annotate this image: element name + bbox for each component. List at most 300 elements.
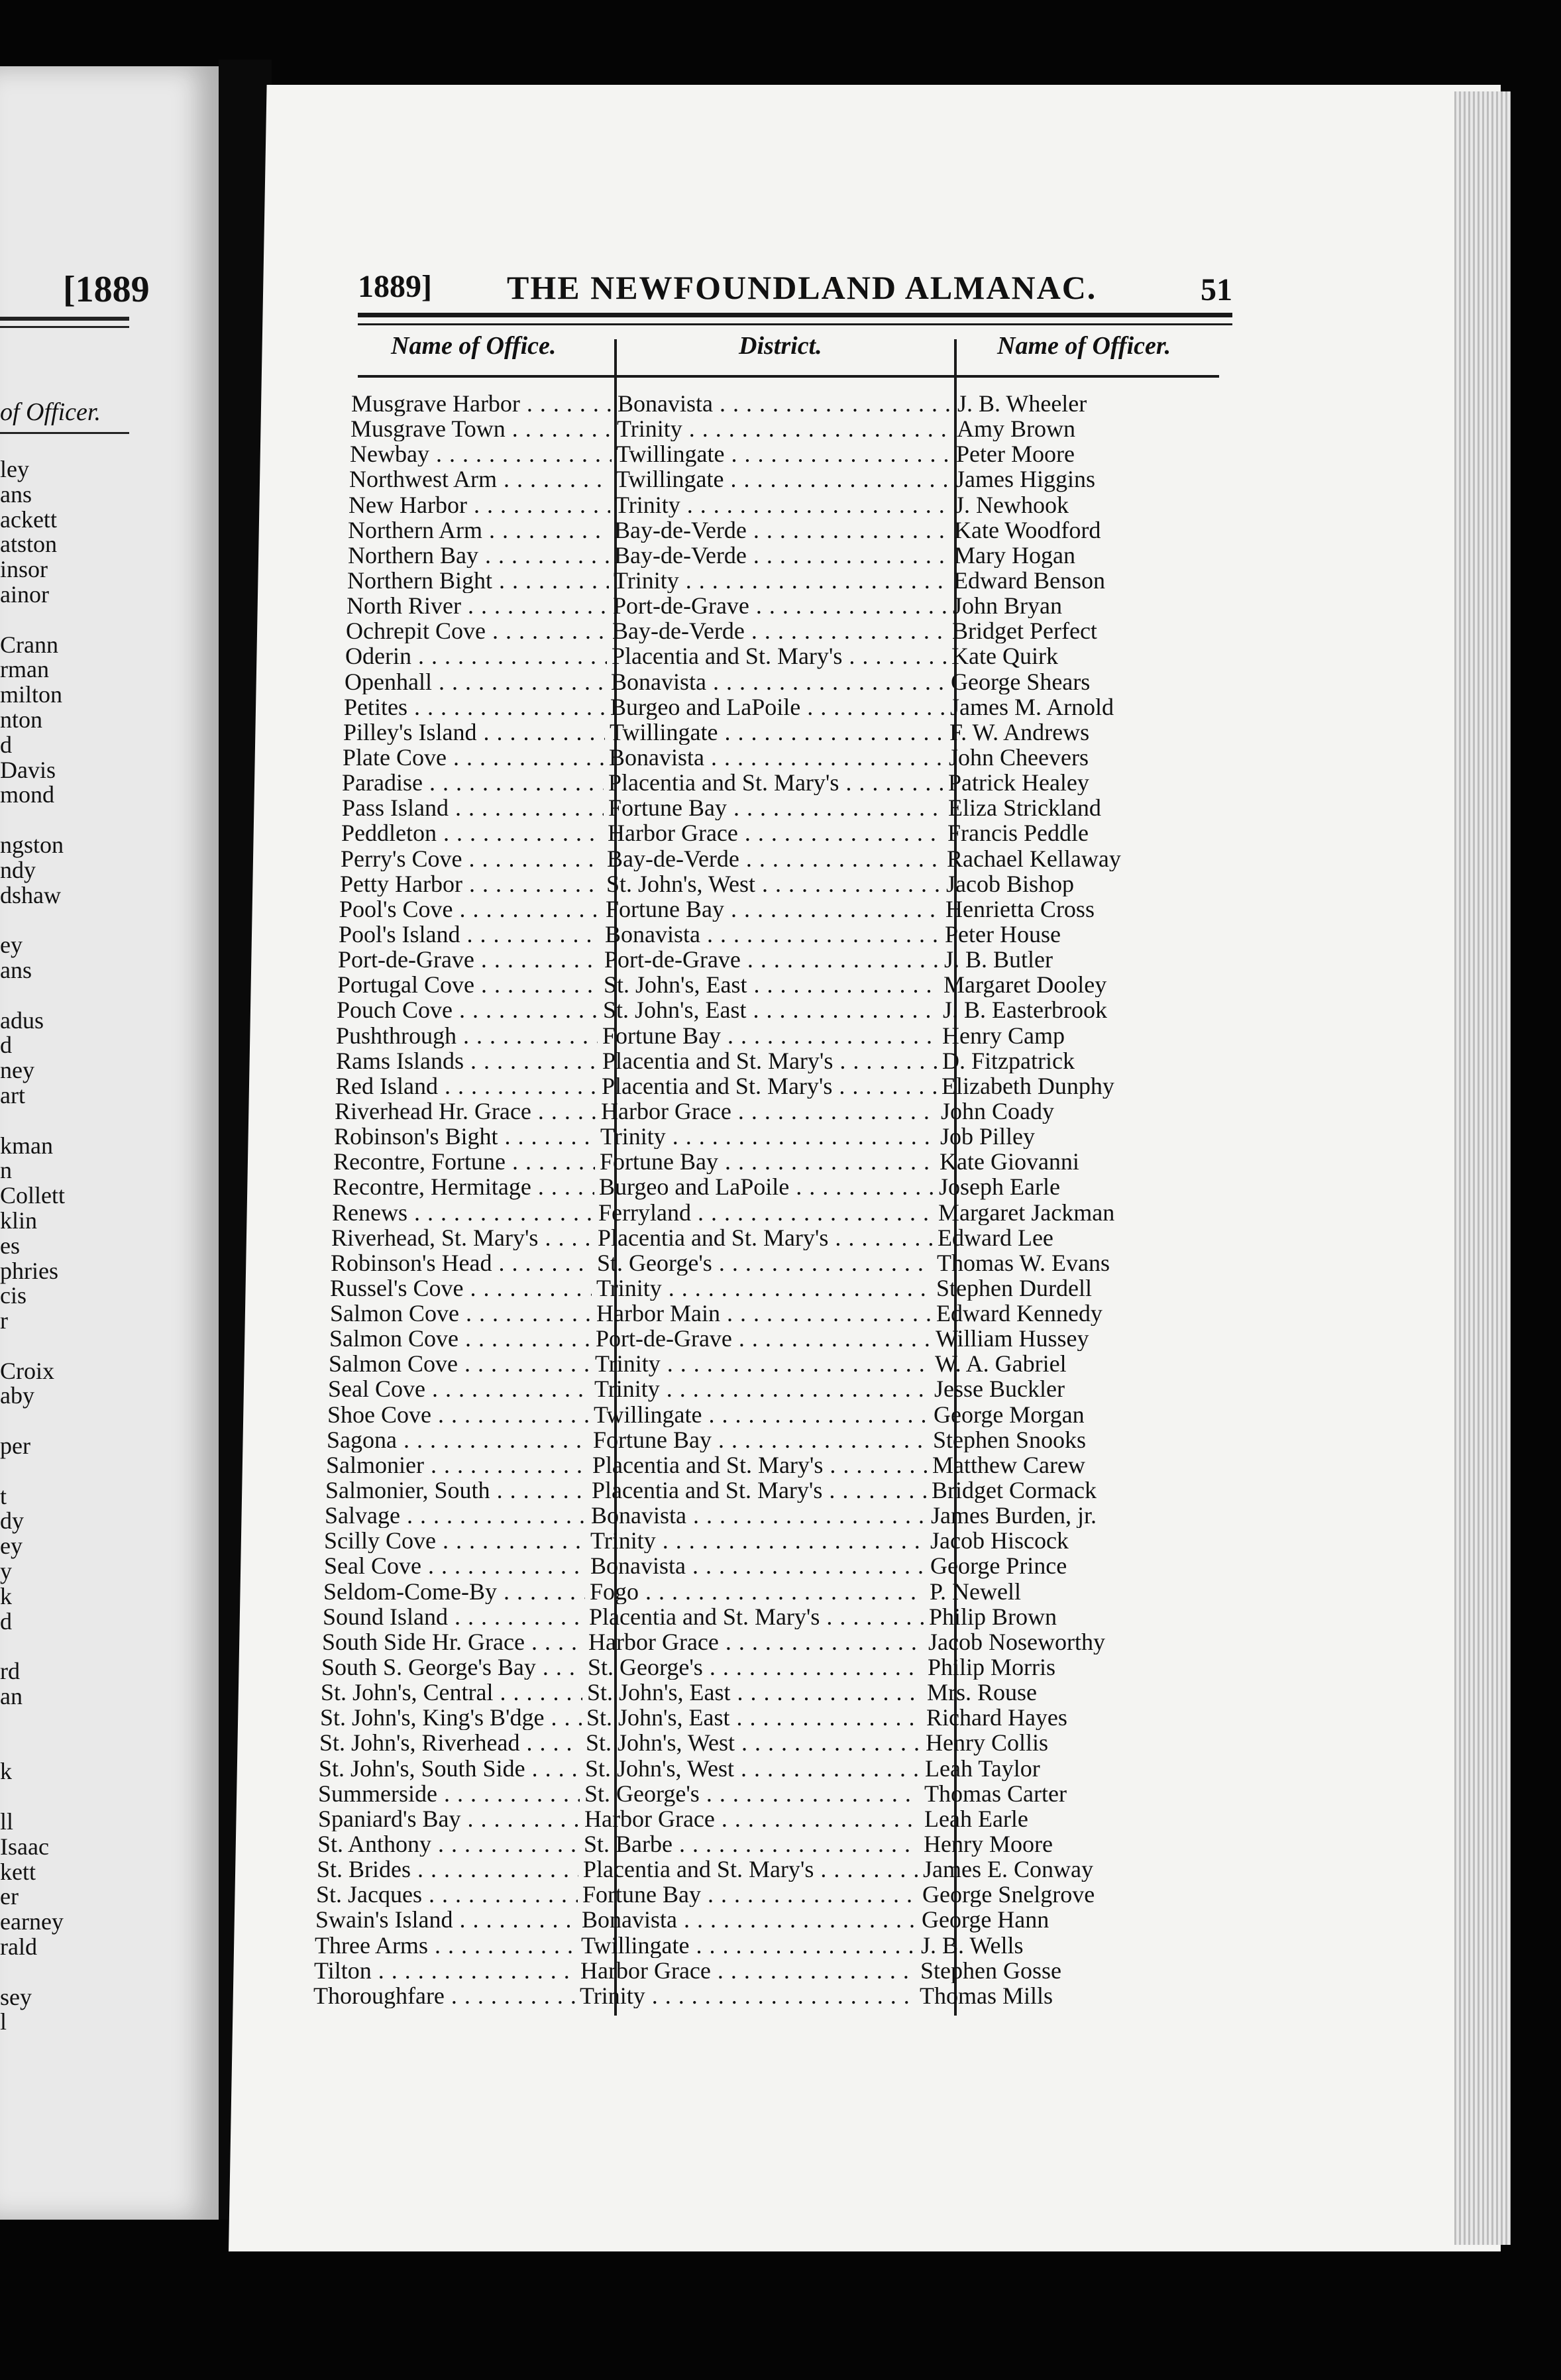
table-row	[279, 1756, 1239, 1781]
officer-cell: John Bryan	[953, 593, 1062, 619]
table-row	[299, 896, 1239, 922]
left-officer-fragment: r	[0, 1307, 8, 1334]
district-cell: Trinity . . .	[614, 568, 948, 593]
table-row	[277, 1857, 1239, 1882]
page-number: 51	[1201, 272, 1232, 307]
table-row	[298, 947, 1239, 972]
left-officer-fragment: ey	[0, 932, 23, 959]
table-row	[307, 593, 1239, 618]
table-row	[311, 416, 1239, 441]
district-cell: St. John's, East . . .	[603, 997, 938, 1022]
district-cell: Trinity . . .	[595, 1351, 930, 1376]
office-cell: Salmonier . . .	[326, 1452, 588, 1478]
office-cell: Sound Island . . .	[323, 1604, 584, 1629]
officer-cell: James M. Arnold	[950, 694, 1114, 720]
officer-cell: Mary Hogan	[954, 542, 1075, 568]
table-row	[290, 1326, 1239, 1351]
district-cell: St. George's . . .	[597, 1250, 932, 1275]
officer-cell: Matthew Carew	[932, 1452, 1085, 1478]
left-officer-fragment	[0, 1735, 65, 1760]
officer-cell: William Hussey	[936, 1326, 1089, 1352]
officer-cell: Francis Peddle	[947, 820, 1089, 846]
table-row	[296, 1073, 1239, 1099]
officer-cell: John Cheevers	[949, 744, 1089, 771]
left-rule	[0, 432, 129, 434]
table-row	[274, 1983, 1239, 2008]
officer-cell: Bridget Cormack	[932, 1478, 1097, 1503]
office-cell: Sagona . . .	[327, 1427, 588, 1452]
district-cell: Port-de-Grave . . .	[613, 593, 947, 618]
left-officer-fragment: l	[0, 2008, 7, 2035]
left-officer-fragment: adus	[0, 1006, 44, 1034]
left-officer-fragment: es	[0, 1232, 20, 1259]
district-cell: Trinity . . .	[617, 416, 951, 441]
officer-cell: Thomas Carter	[924, 1780, 1067, 1806]
office-cell: Riverhead Hr. Grace . . .	[335, 1099, 596, 1124]
office-cell: Rams Islands . . .	[336, 1048, 598, 1073]
office-cell: St. John's, King's B'dge . . .	[320, 1705, 582, 1730]
table-row	[274, 1958, 1239, 1983]
officer-cell: John Coady	[941, 1098, 1054, 1124]
table-row	[311, 391, 1239, 416]
left-officer-fragment	[0, 1784, 65, 1810]
office-cell: Riverhead, St. Mary's . . .	[331, 1225, 593, 1250]
left-officer-fragment: dy	[0, 1507, 24, 1535]
left-officer-fragment: nton	[0, 706, 43, 733]
district-cell: St. George's . . .	[584, 1781, 919, 1806]
left-officer-fragment: earney	[0, 1908, 64, 1935]
district-cell: Twillingate . . .	[594, 1402, 928, 1427]
column-header-officer: Name of Officer.	[997, 332, 1171, 360]
officer-cell: Stephen Gosse	[920, 1957, 1061, 1983]
officer-cell: P. Newell	[930, 1578, 1021, 1604]
district-cell: Twillingate . . .	[616, 466, 950, 492]
officer-cell: Henry Collis	[926, 1730, 1048, 1756]
officer-cell: James Higgins	[955, 466, 1095, 492]
post-office-table	[311, 391, 1239, 2008]
table-row	[287, 1427, 1239, 1452]
table-row	[280, 1705, 1239, 1730]
office-cell: Thoroughfare . . .	[313, 1983, 575, 2008]
left-officer-fragment	[0, 1109, 65, 1134]
district-cell: Bay-de-Verde . . .	[614, 517, 949, 543]
left-officer-fragments	[0, 457, 65, 2035]
officer-cell: George Hann	[922, 1907, 1050, 1933]
table-row	[281, 1680, 1239, 1705]
office-cell: Newbay . . .	[350, 441, 612, 466]
district-cell: Bonavista . . .	[618, 391, 952, 416]
office-cell: North River . . .	[347, 593, 608, 618]
officer-cell: Amy Brown	[957, 416, 1075, 442]
left-officer-fragment: rman	[0, 656, 49, 683]
district-cell: Fortune Bay . . .	[606, 896, 940, 922]
district-cell: Fortune Bay . . .	[593, 1427, 928, 1452]
left-officer-fragment: Croix	[0, 1357, 55, 1384]
officer-cell: Bridget Perfect	[952, 618, 1097, 644]
left-officer-fragment	[0, 1960, 65, 1985]
left-officer-fragment: insor	[0, 556, 48, 583]
table-row	[309, 492, 1239, 517]
officer-cell: Thomas W. Evans	[937, 1250, 1110, 1275]
table-row	[282, 1629, 1239, 1654]
district-cell: Twillingate . . .	[581, 1933, 916, 1958]
office-cell: Salmonier, South . . .	[325, 1478, 587, 1503]
office-cell: Summerside . . .	[318, 1781, 580, 1806]
officer-cell: George Morgan	[934, 1401, 1085, 1427]
officer-cell: Philip Morris	[928, 1654, 1056, 1680]
table-row	[300, 871, 1239, 896]
officer-cell: J. B. Easterbrook	[943, 997, 1107, 1023]
left-officer-fragment: ll	[0, 1808, 14, 1835]
district-cell: Fortune Bay . . .	[600, 1149, 934, 1174]
officer-cell: Margaret Jackman	[938, 1199, 1115, 1225]
officer-cell: Peter House	[945, 921, 1061, 947]
district-cell: Trinity . . .	[600, 1124, 935, 1149]
office-cell: St. Jacques . . .	[316, 1882, 578, 1907]
office-cell: Shoe Cove . . .	[327, 1402, 589, 1427]
office-cell: Scilly Cove . . .	[324, 1528, 586, 1553]
left-page	[0, 66, 219, 2220]
officer-cell: Peter Moore	[956, 441, 1075, 467]
officer-cell: Jacob Hiscock	[930, 1528, 1069, 1554]
district-cell: Bay-de-Verde . . .	[612, 618, 947, 643]
left-officer-fragment: aby	[0, 1382, 34, 1409]
officer-cell: Jesse Buckler	[934, 1376, 1065, 1402]
table-row	[278, 1806, 1239, 1831]
left-officer-fragment: per	[0, 1433, 30, 1460]
district-cell: Twillingate . . .	[610, 720, 944, 745]
table-row	[280, 1730, 1239, 1755]
office-cell: New Harbor . . .	[349, 492, 610, 517]
district-cell: Twillingate . . .	[616, 441, 951, 466]
district-cell: Trinity . . .	[615, 492, 949, 517]
table-row	[289, 1351, 1239, 1376]
left-officer-fragment: cis	[0, 1282, 27, 1309]
officer-cell: James E. Conway	[923, 1857, 1093, 1882]
district-cell: Bonavista . . .	[591, 1503, 926, 1528]
table-row	[306, 618, 1239, 643]
left-officer-fragment: Isaac	[0, 1833, 49, 1860]
left-officer-fragment	[0, 983, 65, 1008]
table-row	[294, 1149, 1239, 1174]
table-row	[288, 1376, 1239, 1401]
office-cell: Pool's Island . . .	[339, 922, 600, 947]
officer-cell: Kate Quirk	[951, 643, 1058, 669]
table-row	[291, 1250, 1239, 1275]
office-cell: Pass Island . . .	[342, 795, 604, 820]
left-officer-fragment: rd	[0, 1658, 20, 1685]
left-officer-fragment: kett	[0, 1858, 36, 1885]
officer-cell: Leah Earle	[924, 1806, 1028, 1832]
table-row	[301, 846, 1239, 871]
left-officer-fragment: k	[0, 1758, 12, 1785]
table-row	[292, 1200, 1239, 1225]
office-cell: Petites . . .	[344, 694, 606, 720]
officer-cell: J. B. Wheeler	[957, 391, 1087, 417]
district-cell: Placentia and St. Mary's . . .	[608, 770, 943, 795]
page-edges	[1454, 91, 1511, 2245]
left-officer-fragment: n	[0, 1157, 12, 1184]
left-officer-fragment: t	[0, 1482, 7, 1509]
officer-cell: George Shears	[951, 669, 1091, 694]
office-cell: Robinson's Bight . . .	[334, 1124, 596, 1149]
header-rule	[358, 323, 1232, 325]
left-officer-fragment: art	[0, 1081, 25, 1109]
left-officer-fragment: d	[0, 1607, 12, 1635]
left-officer-fragment: ey	[0, 1533, 23, 1560]
district-cell: Bonavista . . .	[590, 1553, 925, 1578]
office-cell: Northern Bay . . .	[348, 543, 610, 568]
district-cell: St. George's . . .	[588, 1654, 922, 1680]
table-row	[282, 1654, 1239, 1680]
left-officer-fragment: Crann	[0, 631, 58, 658]
district-cell: Trinity . . .	[594, 1376, 929, 1401]
office-cell: Salmon Cove . . .	[329, 1326, 591, 1351]
table-row	[276, 1907, 1239, 1932]
district-cell: St. John's, East . . .	[587, 1680, 922, 1705]
officer-cell: Jacob Bishop	[946, 871, 1074, 896]
district-cell: Ferryland . . .	[598, 1200, 933, 1225]
column-header-district: District.	[739, 332, 822, 360]
left-officer-fragment	[0, 1409, 65, 1434]
table-row	[292, 1225, 1239, 1250]
left-officer-fragment: sey	[0, 1983, 32, 2010]
header-rule	[358, 313, 1232, 317]
district-cell: Placentia and St. Mary's . . .	[602, 1048, 937, 1073]
district-cell: St. John's, East . . .	[604, 972, 938, 997]
officer-cell: J. B. Butler	[944, 947, 1053, 973]
officer-cell: Richard Hayes	[926, 1705, 1067, 1731]
district-cell: Harbor Grace . . .	[580, 1958, 915, 1983]
left-column-header: of Officer.	[0, 398, 101, 426]
officer-cell: Stephen Durdell	[936, 1275, 1092, 1301]
district-cell: St. John's, West . . .	[585, 1756, 920, 1781]
office-cell: St. Anthony . . .	[317, 1831, 579, 1857]
table-row	[303, 720, 1239, 745]
office-cell: Salmon Cove . . .	[330, 1301, 592, 1326]
officer-cell: Jacob Noseworthy	[928, 1629, 1105, 1655]
officer-cell: Edward Lee	[938, 1224, 1053, 1250]
district-cell: Port-de-Grave . . .	[604, 947, 939, 972]
district-cell: Harbor Grace . . .	[584, 1806, 919, 1831]
district-cell: Placentia and St. Mary's . . .	[592, 1478, 926, 1503]
officer-cell: D. Fitzpatrick	[942, 1048, 1075, 1073]
left-rule	[0, 317, 129, 321]
left-officer-fragment: rald	[0, 1933, 37, 1961]
officer-cell: Eliza Strickland	[948, 795, 1101, 821]
office-cell: Seldom-Come-By . . .	[323, 1579, 585, 1604]
office-cell: Ochrepit Cove . . .	[346, 618, 608, 643]
office-cell: Pouch Cove . . .	[337, 997, 598, 1022]
district-cell: Bay-de-Verde . . .	[607, 846, 942, 871]
district-cell: Burgeo and LaPoile . . .	[610, 694, 945, 720]
left-officer-fragment	[0, 1459, 65, 1484]
officer-cell: J. B. Wells	[921, 1932, 1024, 1958]
officer-cell: Henry Moore	[924, 1831, 1053, 1857]
district-cell: Bonavista . . .	[582, 1907, 916, 1932]
district-cell: Bay-de-Verde . . .	[614, 543, 949, 568]
left-officer-fragment: dshaw	[0, 881, 61, 908]
office-cell: Musgrave Town . . .	[350, 416, 612, 441]
office-cell: Seal Cove . . .	[324, 1553, 586, 1578]
district-cell: Harbor Main . . .	[596, 1301, 931, 1326]
table-row	[276, 1882, 1239, 1907]
district-cell: St. John's, West . . .	[606, 871, 941, 896]
district-cell: Placentia and St. Mary's . . .	[612, 643, 946, 669]
column-header-office: Name of Office.	[391, 332, 557, 360]
district-cell: Fortune Bay . . .	[602, 1023, 937, 1048]
office-cell: Pool's Cove . . .	[339, 896, 601, 922]
officer-cell: Henry Camp	[942, 1022, 1065, 1048]
table-row	[286, 1452, 1239, 1478]
officer-cell: F. W. Andrews	[949, 719, 1090, 745]
office-cell: Red Island . . .	[335, 1073, 597, 1099]
district-cell: Bonavista . . .	[609, 745, 943, 770]
left-officer-fragment	[0, 908, 65, 933]
office-cell: Oderin . . .	[345, 643, 607, 669]
left-officer-fragment	[0, 608, 65, 633]
left-officer-fragment: d	[0, 1032, 12, 1059]
district-cell: Bonavista . . .	[605, 922, 940, 947]
officer-cell: Mrs. Rouse	[927, 1680, 1038, 1705]
table-row	[296, 1023, 1239, 1048]
table-row	[290, 1275, 1239, 1301]
office-cell: Plate Cove . . .	[343, 745, 604, 770]
left-officer-fragment	[0, 808, 65, 833]
officer-cell: Margaret Dooley	[943, 972, 1107, 998]
column-header-rule	[358, 375, 1219, 378]
office-cell: Northwest Arm . . .	[349, 466, 611, 492]
office-cell: Russel's Cove . . .	[330, 1275, 592, 1301]
table-row	[297, 972, 1239, 997]
office-cell: Northern Bight . . .	[347, 568, 609, 593]
office-cell: Musgrave Harbor . . .	[351, 391, 613, 416]
table-row	[283, 1604, 1239, 1629]
running-head	[358, 268, 1232, 315]
office-cell: Salvage . . .	[325, 1503, 586, 1528]
left-officer-fragment: er	[0, 1883, 19, 1910]
left-officer-fragment: ackett	[0, 506, 57, 533]
office-cell: Swain's Island . . .	[315, 1907, 577, 1932]
table-row	[293, 1174, 1239, 1199]
table-row	[308, 517, 1239, 543]
office-cell: Spaniard's Bay . . .	[318, 1806, 580, 1831]
district-cell: Fortune Bay . . .	[582, 1882, 917, 1907]
officer-cell: Edward Benson	[953, 567, 1105, 594]
district-cell: Trinity . . .	[580, 1983, 914, 2008]
left-officer-fragment: ndy	[0, 856, 36, 883]
district-cell: Fortune Bay . . .	[608, 795, 943, 820]
left-officer-fragment	[0, 1334, 65, 1359]
office-cell: South S. George's Bay . . .	[321, 1654, 583, 1680]
table-row	[294, 1124, 1239, 1149]
left-officer-fragment: k	[0, 1582, 12, 1609]
officer-cell: Kate Giovanni	[940, 1149, 1079, 1175]
page-title: THE NEWFOUNDLAND ALMANAC.	[507, 269, 1097, 306]
district-cell: Port-de-Grave . . .	[596, 1326, 930, 1351]
officer-cell: Leah Taylor	[925, 1755, 1040, 1781]
table-row	[275, 1933, 1239, 1958]
table-row	[288, 1402, 1239, 1427]
officer-cell: George Snelgrove	[922, 1882, 1095, 1908]
district-cell: Trinity . . .	[590, 1528, 925, 1553]
officer-cell: Rachael Kellaway	[947, 845, 1121, 871]
table-row	[309, 466, 1239, 492]
officer-cell: W. A. Gabriel	[935, 1351, 1067, 1377]
office-cell: Salmon Cove . . .	[329, 1351, 590, 1376]
left-officer-fragment: phries	[0, 1257, 58, 1284]
district-cell: Harbor Grace . . .	[608, 820, 942, 845]
officer-cell: Elizabeth Dunphy	[942, 1073, 1114, 1099]
table-row	[302, 770, 1239, 795]
table-row	[286, 1478, 1239, 1503]
office-cell: Robinson's Head . . .	[331, 1250, 592, 1275]
office-cell: St. John's, Riverhead . . .	[319, 1730, 581, 1755]
office-cell: Pushthrough . . .	[336, 1023, 598, 1048]
table-row	[290, 1301, 1239, 1326]
office-cell: Port-de-Grave . . .	[338, 947, 600, 972]
district-cell: St. Barbe . . .	[584, 1831, 918, 1857]
officer-cell: Kate Woodford	[954, 517, 1101, 543]
office-cell: Seal Cove . . .	[328, 1376, 590, 1401]
officer-cell: Edward Kennedy	[936, 1301, 1103, 1326]
office-cell: Portugal Cove . . .	[337, 972, 599, 997]
office-cell: Northern Arm . . .	[348, 517, 610, 543]
table-row	[296, 1048, 1239, 1073]
office-cell: Perry's Cove . . .	[341, 846, 602, 871]
district-cell: Trinity . . .	[596, 1275, 931, 1301]
district-cell: Placentia and St. Mary's . . .	[602, 1073, 936, 1099]
office-cell: St. John's, Central . . .	[321, 1680, 582, 1705]
district-cell: Bonavista . . .	[611, 669, 945, 694]
header-year: 1889]	[358, 269, 432, 304]
left-officer-fragment: ans	[0, 956, 32, 983]
table-row	[303, 745, 1239, 770]
officer-cell: Stephen Snooks	[933, 1427, 1087, 1452]
district-cell: St. John's, East . . .	[586, 1705, 921, 1730]
officer-cell: Job Pilley	[940, 1124, 1036, 1150]
officer-cell: Thomas Mills	[920, 1982, 1053, 2009]
office-cell: Recontre, Fortune . . .	[333, 1149, 595, 1174]
district-cell: Burgeo and LaPoile . . .	[599, 1174, 934, 1199]
left-officer-fragment: ans	[0, 480, 32, 508]
table-row	[284, 1579, 1239, 1604]
left-officer-fragment: ainor	[0, 580, 49, 608]
office-cell: South Side Hr. Grace . . .	[322, 1629, 584, 1654]
office-cell: Openhall . . .	[345, 669, 606, 694]
office-cell: Pilley's Island . . .	[343, 720, 605, 745]
office-cell: Petty Harbor . . .	[340, 871, 602, 896]
table-row	[278, 1781, 1239, 1806]
table-row	[301, 820, 1239, 845]
officer-cell: Patrick Healey	[948, 770, 1089, 796]
left-officer-fragment: milton	[0, 681, 63, 708]
table-row	[307, 568, 1239, 593]
left-rule	[0, 326, 129, 328]
table-row	[299, 922, 1239, 947]
table-row	[304, 694, 1239, 720]
left-officer-fragment: Collett	[0, 1182, 65, 1209]
officer-cell: J. Newhook	[955, 492, 1069, 517]
table-row	[284, 1528, 1239, 1553]
officer-cell: Joseph Earle	[939, 1174, 1060, 1200]
table-row	[310, 441, 1239, 466]
left-officer-fragment: mond	[0, 781, 55, 808]
left-officer-fragment: d	[0, 731, 12, 758]
office-cell: Renews . . .	[332, 1200, 594, 1225]
table-row	[297, 997, 1239, 1022]
table-row	[302, 795, 1239, 820]
